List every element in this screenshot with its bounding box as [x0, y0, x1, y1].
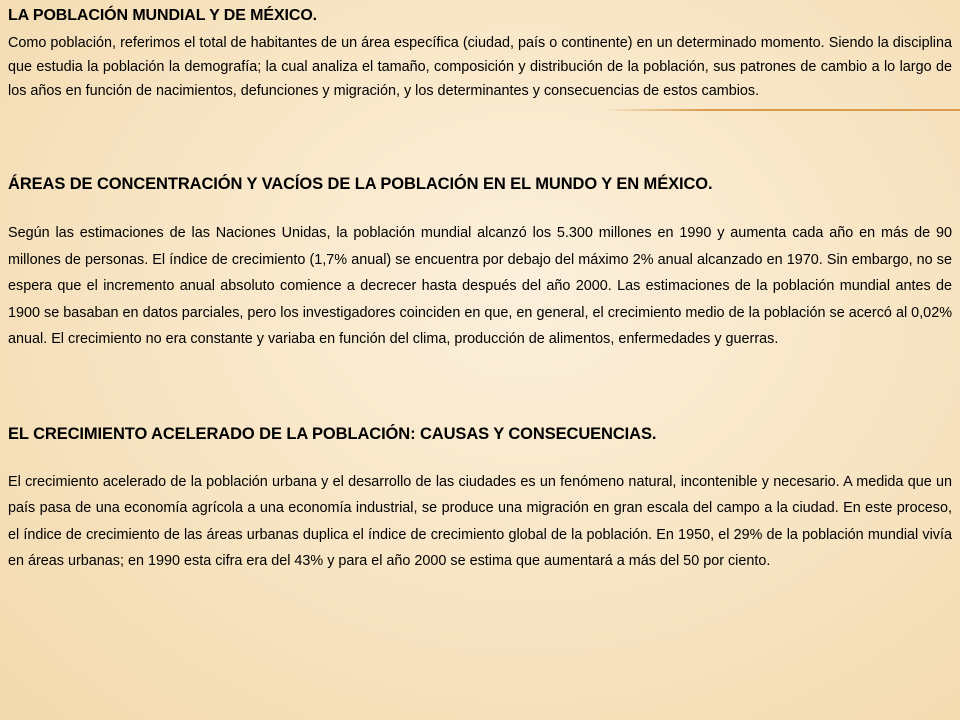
concentration-paragraph: Según las estimaciones de las Naciones Unidas, la población mundial alcanzó los 5.300 millones en 1990 y aumenta cada año en más de 90 millones de personas. El índice de crecimiento (1,7% anual) se encuentra por debajo del máximo 2% anual alcanzado en 1970. Sin embargo, no se espera que el incremento anual absoluto comience a decrecer hasta después del año 2000. Las estimaciones de la población mundial antes de 1900 se basaban en datos parciales, pero los investigadores coinciden en que, en general, el crecimiento medio de la población se acercó al 0,02% anual. El crecimiento no era constante y variaba en función del clima, producción de alimentos, enfermedades y guerras.	[8, 225, 952, 348]
section-heading-concentration: ÁREAS DE CONCENTRACIÓN Y VACÍOS DE LA POBLACIÓN EN EL MUNDO Y EN MÉXICO.	[8, 175, 713, 193]
growth-paragraph: El crecimiento acelerado de la población urbana y el desarrollo de las ciudades es un fenómeno natural, incontenible y necesario. A medida que un país pasa de una economía agrícola a una economía industrial, se produce una migración en gran escala del campo a la ciudad. En este proceso, el índice de crecimiento de las áreas urbanas duplica el índice de crecimiento global de la población. En 1950, el 29% de la población mundial vivía en áreas urbanas; en 1990 esta cifra era del 43% y para el año 2000 se estima que aumentará a más del 50 por ciento.	[8, 474, 952, 570]
page-title: LA POBLACIÓN MUNDIAL Y DE MÉXICO.	[8, 7, 318, 24]
decorative-accent-rule	[600, 109, 960, 111]
section-heading-growth: EL CRECIMIENTO ACELERADO DE LA POBLACIÓN: CAUSAS Y CONSECUENCIAS.	[8, 425, 657, 443]
intro-paragraph: Como población, referimos el total de habitantes de un área específica (ciudad, país o continente) en un determinado momento. Siendo la disciplina que estudia la población la demografía; la cual analiza el tamaño, composición y distribución de la población, sus patrones de cambio a lo largo de los años en función de nacimientos, defunciones y migración, y los determinantes y consecuencias de estos cambios.	[8, 35, 952, 100]
